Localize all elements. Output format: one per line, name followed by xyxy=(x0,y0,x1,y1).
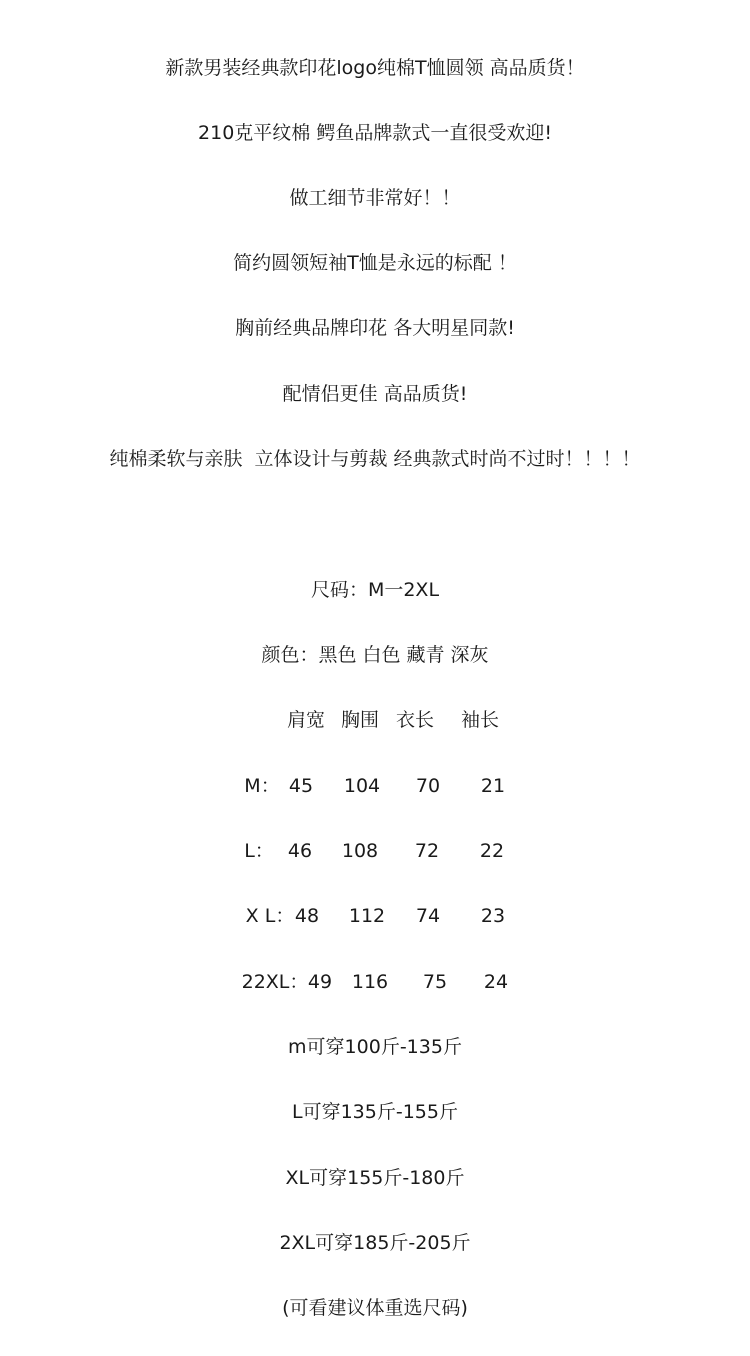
sleeve-value: 21 xyxy=(480,775,506,797)
description-line-1: 新款男装经典款印花logo纯棉T恤圆领 高品质货！ xyxy=(165,57,585,79)
size-label: X L： xyxy=(245,905,295,927)
size-row-l xyxy=(0,838,750,864)
recommendation-m: m可穿100斤-135斤 xyxy=(288,1036,462,1058)
description-line-7: 纯棉柔软与亲肤 立体设计与剪裁 经典款式时尚不过时！！！！ xyxy=(109,448,641,470)
header-sleeve: 袖长 xyxy=(460,709,500,731)
size-row-m xyxy=(0,773,750,799)
recommendation-l: L可穿135斤-155斤 xyxy=(292,1101,458,1123)
shoulder-value: 45 xyxy=(288,775,314,797)
header-chest: 胸围 xyxy=(340,709,380,731)
colors-text: 颜色：黑色 白色 藏青 深灰 xyxy=(261,644,489,666)
size-label: L： xyxy=(244,840,274,862)
size-row-xl xyxy=(0,903,750,929)
sleeve-value: 24 xyxy=(483,971,509,993)
sleeve-value: 22 xyxy=(479,840,505,862)
size-row-22xl xyxy=(0,969,750,995)
description-line-4: 简约圆领短袖T恤是永远的标配 ！ xyxy=(233,252,517,274)
recommendation-xl: XL可穿155斤-180斤 xyxy=(285,1167,465,1189)
size-label: M： xyxy=(244,775,280,797)
length-value: 72 xyxy=(414,840,440,862)
chest-value: 104 xyxy=(343,775,381,797)
header-shoulder-width: 肩宽 xyxy=(286,709,326,731)
length-value: 70 xyxy=(415,775,441,797)
chest-value: 116 xyxy=(351,971,389,993)
shoulder-value: 48 xyxy=(294,905,320,927)
shoulder-value: 49 xyxy=(307,971,333,993)
length-value: 75 xyxy=(422,971,448,993)
length-value: 74 xyxy=(415,905,441,927)
shoulder-value: 46 xyxy=(287,840,313,862)
size-range-text: 尺码：M一2XL xyxy=(310,579,440,601)
header-length: 衣长 xyxy=(395,709,435,731)
description-line-3: 做工细节非常好！！ xyxy=(289,187,461,209)
recommendation-note: (可看建议体重选尺码) xyxy=(282,1297,468,1319)
description-line-2: 210克平纹棉 鳄鱼品牌款式一直很受欢迎! xyxy=(198,122,552,144)
chest-value: 112 xyxy=(348,905,386,927)
size-table-header xyxy=(0,707,750,733)
recommendation-2xl: 2XL可穿185斤-205斤 xyxy=(279,1232,471,1254)
size-label: 22XL： xyxy=(241,971,309,993)
chest-value: 108 xyxy=(341,840,379,862)
description-line-5: 胸前经典品牌印花 各大明星同款! xyxy=(235,317,515,339)
sleeve-value: 23 xyxy=(480,905,506,927)
description-line-6: 配情侣更佳 高品质货! xyxy=(282,383,468,405)
